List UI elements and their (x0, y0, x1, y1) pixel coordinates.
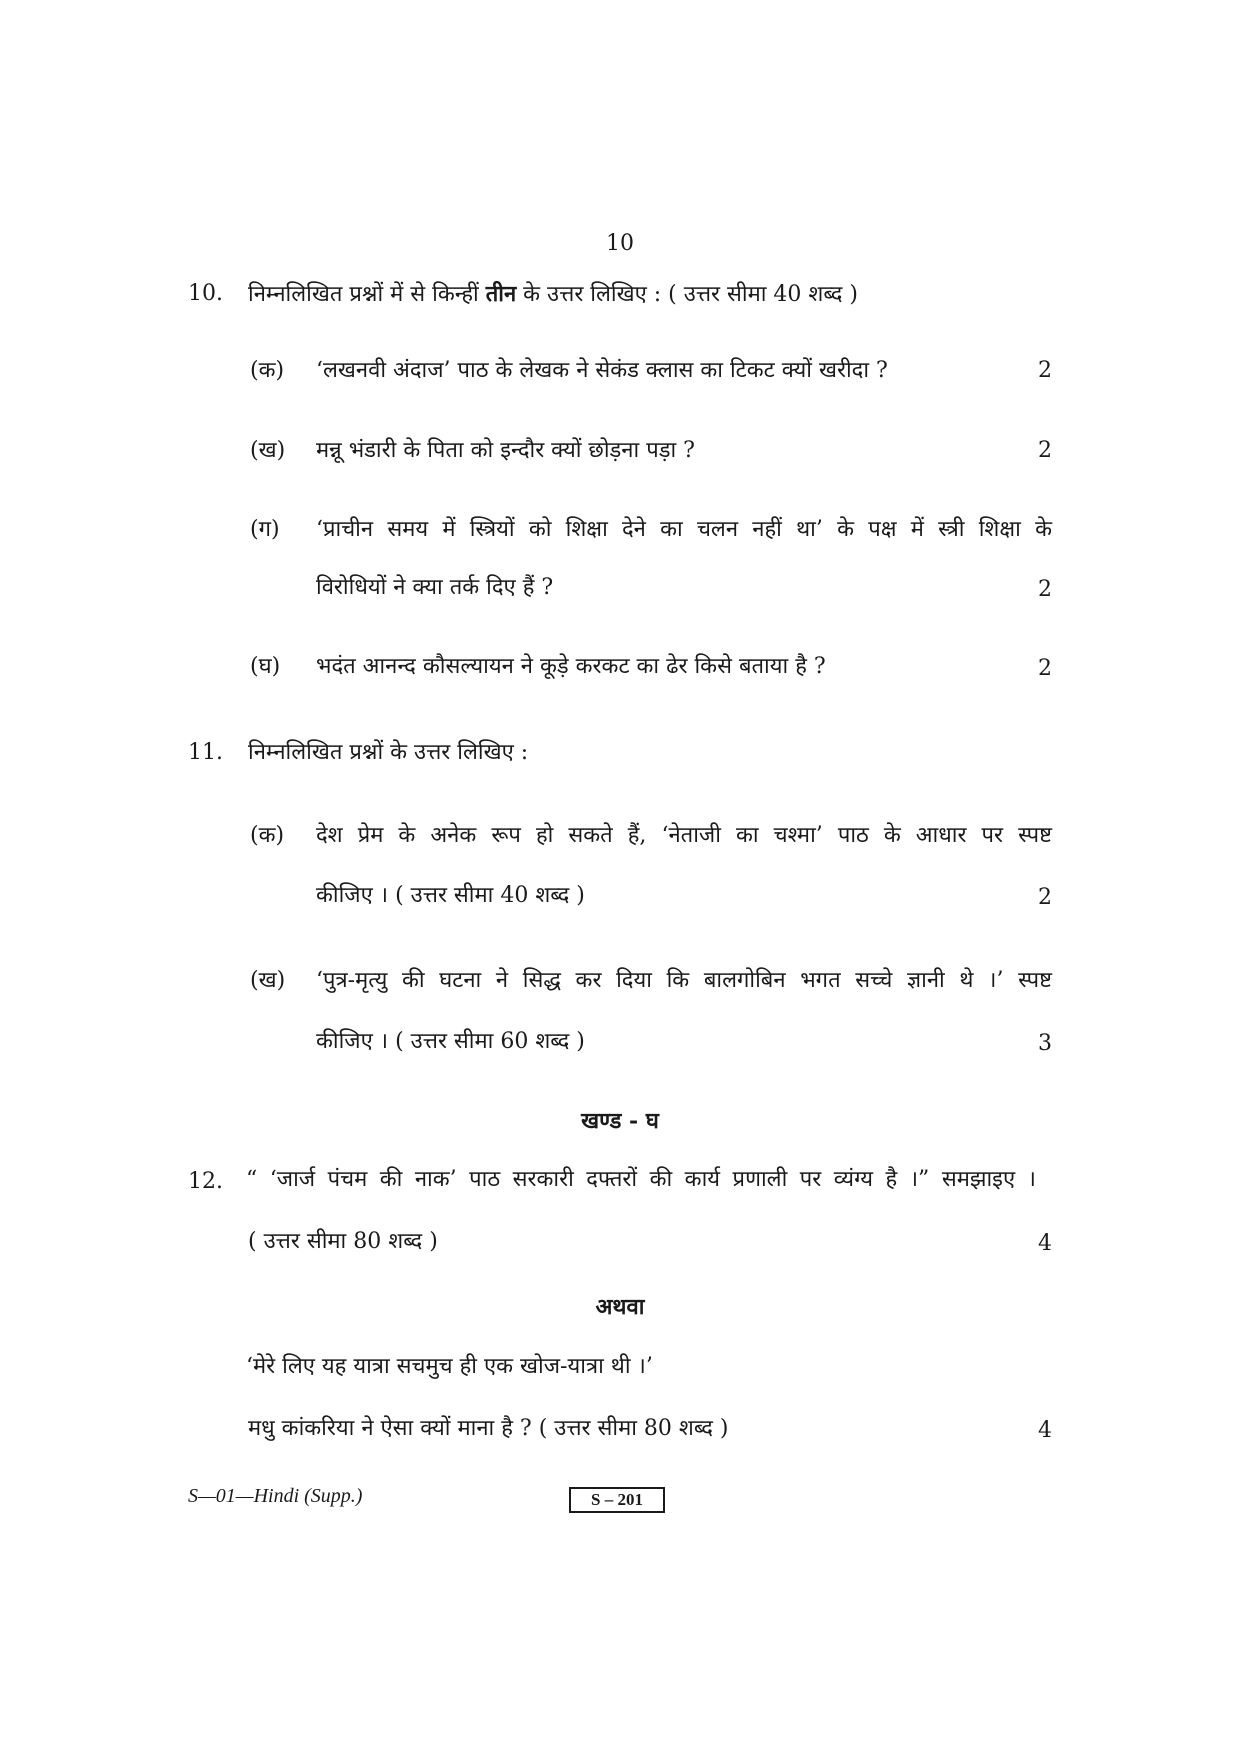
q10-item-marks: 2 (1038, 656, 1052, 681)
q10-text-after: के उत्तर लिखिए : ( उत्तर सीमा 40 शब्द ) (523, 282, 858, 307)
footer-paper-code: S—01—Hindi (Supp.) (188, 1485, 363, 1507)
q10-item-marks: 2 (1038, 358, 1052, 383)
q10-text-before: निम्नलिखित प्रश्नों में से किन्हीं (248, 282, 479, 307)
footer-page-code: S – 201 (569, 1487, 665, 1513)
q10-item-label: (घ) (250, 654, 281, 679)
q11-item-marks: 2 (1038, 885, 1052, 910)
q10-item-label: (क) (250, 358, 285, 383)
q10-text-bold: तीन (485, 281, 517, 307)
q12-marks: 4 (1038, 1231, 1052, 1256)
q11-item-label: (क) (250, 823, 285, 848)
q11-text: निम्नलिखित प्रश्नों के उत्तर लिखिए : (248, 740, 529, 765)
q12-alt-line2: मधु कांकरिया ने ऐसा क्यों माना है ? ( उत्तर सीमा 80 शब्द ) (248, 1416, 729, 1441)
q12-alt-line1: ‘मेरे लिए यह यात्रा सचमुच ही एक खोज-यात्रा थी ।’ (246, 1354, 653, 1379)
q12-number: 12. (188, 1169, 223, 1194)
q10-item-text: मन्नू भंडारी के पिता को इन्दौर क्यों छोड़ना पड़ा ? (316, 438, 695, 463)
q12-text-line2: ( उत्तर सीमा 80 शब्द ) (248, 1229, 438, 1254)
q10-text (248, 279, 858, 310)
q12-alt-marks: 4 (1038, 1418, 1052, 1443)
q10-item-label: (ग) (250, 517, 280, 542)
q10-item-text-line1: ‘प्राचीन समय में स्त्रियों को शिक्षा देने का चलन नहीं था’ के पक्ष में स्त्री शिक्षा के (316, 517, 1052, 542)
q10-item-text: भदंत आनन्द कौसल्यायन ने कूड़े करकट का ढेर किसे बताया है ? (316, 654, 826, 679)
section-heading: खण्ड - घ (581, 1108, 659, 1134)
q10-item-text: ‘लखनवी अंदाज’ पाठ के लेखक ने सेकंड क्लास का टिकट क्यों खरीदा ? (316, 358, 888, 383)
q11-number: 11. (188, 740, 223, 765)
q11-item-text-line2: कीजिए । ( उत्तर सीमा 40 शब्द ) (316, 883, 585, 908)
q11-item-label: (ख) (250, 968, 286, 993)
page-number: 10 (606, 231, 634, 256)
q11-item-text-line1: देश प्रेम के अनेक रूप हो सकते हैं, ‘नेताजी का चश्मा’ पाठ के आधार पर स्पष्ट (316, 823, 1052, 848)
q11-item-text-line2: कीजिए । ( उत्तर सीमा 60 शब्द ) (316, 1029, 585, 1054)
or-label: अथवा (595, 1294, 645, 1320)
q10-item-marks: 2 (1038, 577, 1052, 602)
q10-item-marks: 2 (1038, 438, 1052, 463)
q11-item-text-line1: ‘पुत्र-मृत्यु की घटना ने सिद्ध कर दिया कि बालगोबिन भगत सच्चे ज्ञानी थे ।’ स्पष्ट (316, 968, 1052, 993)
q10-item-label: (ख) (250, 438, 286, 463)
q12-text-line1: “ ‘जार्ज पंचम की नाक’ पाठ सरकारी दफ्तरों की कार्य प्रणाली पर व्यंग्य है ।” समझाइए । (246, 1167, 1036, 1192)
q11-item-marks: 3 (1038, 1031, 1052, 1056)
q10-item-text-line2: विरोधियों ने क्या तर्क दिए हैं ? (316, 575, 554, 600)
q10-number: 10. (188, 281, 223, 306)
